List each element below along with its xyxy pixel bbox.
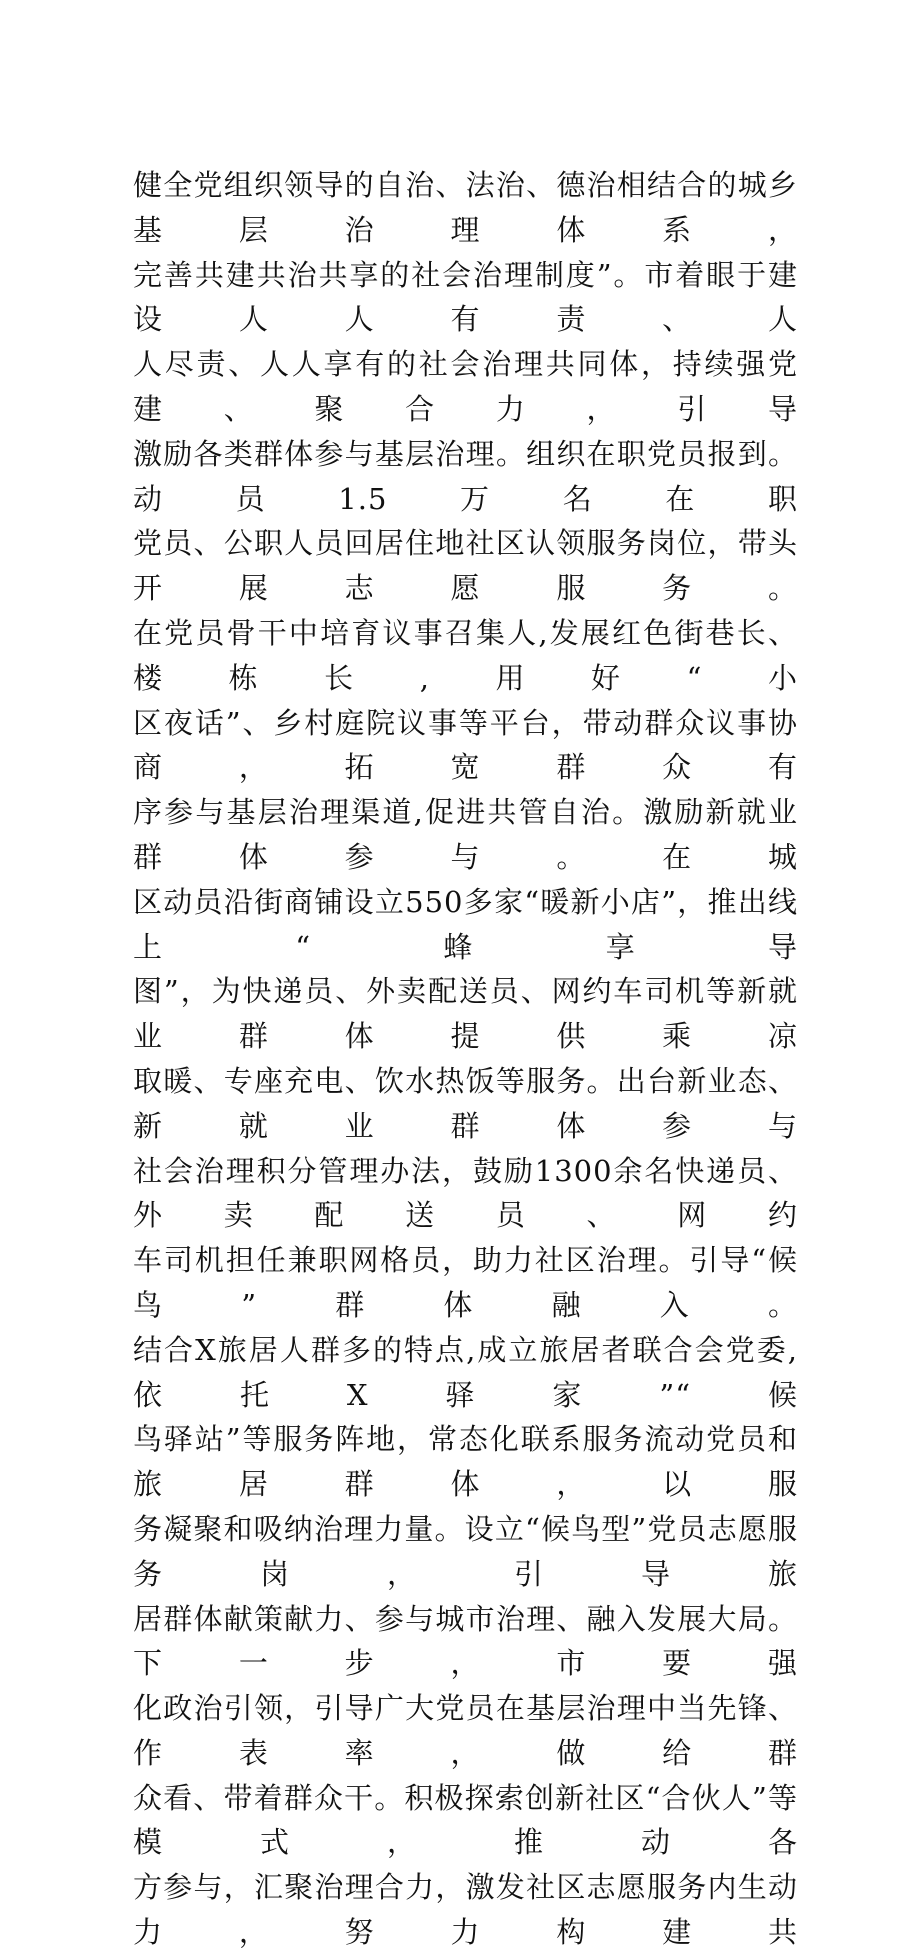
- text-line: 健全党组织领导的自治、法治、德治相结合的城乡基层治理体系，: [133, 168, 798, 247]
- text-line: 化政治引领，引导广大党员在基层治理中当先锋、作表率，做给群: [133, 1691, 798, 1770]
- text-line: 人尽责、人人享有的社会治理共同体，持续强党建、聚合力，引导: [133, 347, 798, 426]
- text-line: 结合X旅居人群多的特点,成立旅居者联合会党委,依托X驿家”“候: [133, 1332, 798, 1412]
- text-line: 区动员沿街商铺设立550多家“暖新小店”，推出线上“蜂享导: [133, 884, 798, 964]
- text-line: 居群体献策献力、参与城市治理、融入发展大局。下一步，市要强: [133, 1601, 798, 1681]
- text-line: 激励各类群体参与基层治理。组织在职党员报到。动员1.5万名在职: [133, 436, 798, 516]
- text-line: 车司机担任兼职网格员，助力社区治理。引导“候鸟”群体融入。: [133, 1243, 798, 1322]
- document-body: [133, 163, 798, 1955]
- text-line: 区夜话”、乡村庭院议事等平台，带动群众议事协商，拓宽群众有: [133, 705, 798, 785]
- text-line: 方参与，汇聚治理合力，激发社区志愿服务内生动力，努力构建共: [133, 1870, 798, 1950]
- text-line: 务凝聚和吸纳治理力量。设立“候鸟型”党员志愿服务岗，引导旅: [133, 1511, 798, 1591]
- text-line: 图”，为快递员、外卖配送员、网约车司机等新就业群体提供乘凉: [133, 974, 798, 1054]
- text-line: 众看、带着群众干。积极探索创新社区“合伙人”等模式，推动各: [133, 1780, 798, 1860]
- text-line: 社会治理积分管理办法，鼓励1300余名快递员、外卖配送员、网约: [133, 1153, 798, 1233]
- text-line: 在党员骨干中培育议事召集人,发展红色街巷长、楼栋长,用好“小: [133, 615, 798, 695]
- text-line: 鸟驿站”等服务阵地，常态化联系服务流动党员和旅居群体，以服: [133, 1422, 798, 1502]
- text-line: 党员、公职人员回居住地社区认领服务岗位，带头开展志愿服务。: [133, 526, 798, 606]
- text-line: 完善共建共治共享的社会治理制度”。市着眼于建设人人有责、人: [133, 257, 798, 337]
- text-line: 取暖、专座充电、饮水热饭等服务。出台新业态、新就业群体参与: [133, 1063, 798, 1143]
- text-line: 序参与基层治理渠道,促进共管自治。激励新就业群体参与。在城: [133, 795, 798, 874]
